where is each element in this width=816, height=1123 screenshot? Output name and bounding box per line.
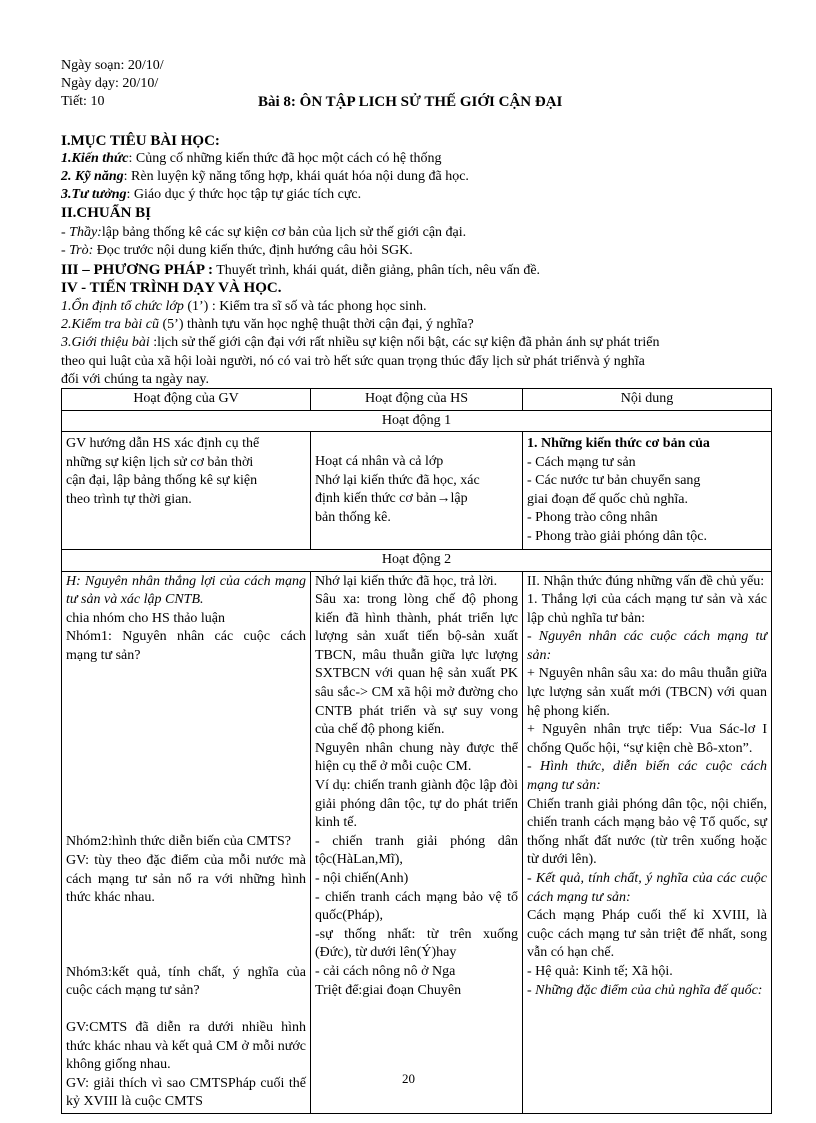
hd2-gv-item: Nhóm3:kết quả, tính chất, ý nghĩa của cuộc cách mạng tư sản? — [66, 964, 306, 999]
on-dinh-label: 1.Ổn định tổ chức lớp — [61, 299, 184, 314]
hd1-hs-cell — [311, 432, 523, 550]
header-gv: Hoạt động của GV — [62, 389, 311, 411]
hd1-hs-arrow-tail: lập — [450, 491, 468, 506]
hd2-gv-item: Nhóm2:hình thức diễn biến của CMTS? — [66, 834, 291, 850]
hd2-hs-item: Sâu xa: trong lòng chế độ phong kiến đã hình thành, phát triển lực lượng sản xuất tiến bộ-sản xuất TBCN, mâu thuẫn giữa lực lượng SXTBCN với quan hệ sản xuất PK sâu sắc-> CM xã hội mở đường cho CNTB phát triển và sự suy vong của chế độ phong kiến. — [315, 592, 518, 738]
hd2-hs-item: Nguyên nhân chung này được thể hiện cụ thể ở mỗi cuộc CM. — [315, 740, 518, 775]
hoat-dong-1-row — [62, 410, 772, 432]
hd1-gv-line: những sự kiện lịch sử cơ bản thời — [66, 454, 254, 470]
gioi-thieu-line — [61, 334, 660, 352]
thay-text: lập bảng thống kê các sự kiện cơ bản của lịch sử thế giới cận đại. — [101, 225, 467, 240]
header-noi-dung: Nội dung — [523, 389, 772, 411]
gioi-thieu-label: 3.Giới thiệu bài — [61, 335, 150, 350]
hd1-nd-line: - Các nước tư bản chuyển sang — [527, 473, 701, 488]
phuong-phap-line — [61, 261, 540, 280]
tro-label: Trò: — [69, 243, 94, 258]
hoat-dong-1-content-row — [62, 432, 772, 550]
thay-line: - Thầy:lập bảng thống kê các sự kiện cơ bản của lịch sử thế giới cận đại. — [61, 225, 467, 240]
hd1-gv-line: GV hướng dẫn HS xác định cụ thể — [66, 436, 260, 451]
hd2-hs-item: - cải cách nông nô ở Nga — [315, 963, 456, 979]
hd1-nd-line: - Cách mạng tư sản — [527, 454, 636, 470]
hd2-nd-item-italic: - Những đặc điểm của chủ nghĩa đế quốc: — [527, 982, 763, 998]
hd2-nd-item: + Nguyên nhân sâu xa: do mâu thuẫn giữa lực lượng sản xuất mới (TBCN) với quan hệ phong kiến. — [527, 666, 767, 719]
hd2-nd-cell — [523, 571, 772, 1114]
tu-tuong-label: 3.Tư tưởng — [61, 187, 127, 202]
ky-nang-text: : Rèn luyện kỹ năng tổng hợp, khái quát hóa nội dung đã học. — [123, 169, 469, 184]
hd2-gv-item: GV: giải thích vì sao CMTSPháp cuối thế kỷ XVIII là cuộc CMTS — [66, 1075, 306, 1110]
hd1-nd-line: giai đoạn đế quốc chủ nghĩa. — [527, 491, 688, 507]
hd2-hs-item: -sự thống nhất: từ trên xuống (Đức), từ dưới lên(Ý)hay — [315, 926, 518, 961]
hd2-nd-item: + Nguyên nhân trực tiếp: Vua Sác-lơ I chống Quốc hội, “sự kiện chè Bô-xton”. — [527, 722, 767, 756]
hd1-gv-cell — [62, 432, 311, 550]
hd1-hs-line: Nhớ lại kiến thức đã học, xác — [315, 472, 480, 488]
kiem-tra-text: (5’) thành tựu văn học nghệ thuật thời cận đại, ý nghĩa? — [159, 317, 474, 332]
hd2-gv-question: H: Nguyên nhân thắng lợi của cách mạng tư sản và xác lập CNTB. — [66, 573, 306, 608]
hd1-gv-line: theo trình tự thời gian. — [66, 491, 192, 507]
kien-thuc-line — [61, 150, 442, 168]
hd2-gv-item: Nhóm1: Nguyên nhân các cuộc cách mạng tư sản? — [66, 629, 306, 663]
kien-thuc-label: 1.Kiến thức — [61, 151, 129, 166]
hd1-hs-text: định kiến thức cơ bản — [315, 491, 437, 506]
lesson-title: Bài 8: ÔN TẬP LICH SỬ THẾ GIỚI CẬN ĐẠI — [258, 94, 563, 110]
hd1-nd-line: - Phong trào giải phóng dân tộc. — [527, 528, 708, 544]
hd1-nd-title: 1. Những kiến thức cơ bản của — [527, 436, 710, 451]
tro-text: Đọc trước nội dung kiến thức, định hướng câu hỏi SGK. — [96, 243, 413, 258]
section-4-heading: IV - TIẾN TRÌNH DẠY VÀ HỌC. — [61, 280, 282, 296]
kiem-tra-line — [61, 316, 474, 334]
hd2-gv-item: GV:CMTS đã diễn ra dưới nhiều hình thức khác nhau và kết quả CM ở mỗi nước không giống nhau. — [66, 1020, 306, 1073]
on-dinh-text: (1’) : Kiểm tra sĩ số và tác phong học sinh. — [183, 299, 427, 314]
hd2-gv-cell — [62, 571, 311, 1114]
gioi-thieu-text-3: đối với chúng ta ngày nay. — [61, 372, 210, 387]
hd2-hs-cell — [311, 571, 523, 1114]
hd2-hs-item: - nội chiến(Anh) — [315, 871, 409, 886]
hd2-nd-item: 1. Thắng lợi của cách mạng tư sản và xác lập chủ nghĩa tư bản: — [527, 592, 767, 626]
hoat-dong-2-label: Hoạt động 2 — [62, 550, 772, 572]
ngay-day: Ngày dạy: 20/10/ — [61, 76, 159, 91]
hd2-hs-item: - chiến tranh cách mạng bảo vệ tổ quốc(Pháp), — [315, 889, 518, 924]
hd2-hs-item: - chiến tranh giải phóng dân tộc(HàLan,Mĩ), — [315, 833, 518, 868]
section-3-heading: III – PHƯƠNG PHÁP : — [61, 262, 213, 278]
hd2-nd-item-italic: - Kết quả, tính chất, ý nghĩa của các cuộc cách mạng tư sản: — [527, 871, 767, 905]
hd1-hs-line: bản thống kê. — [315, 509, 391, 525]
hoat-dong-1-label: Hoạt động 1 — [62, 410, 772, 432]
gioi-thieu-text-1: :lịch sử thế giới cận đại với rất nhiều sự kiện nổi bật, các sự kiện đã phản ánh sự phát triển — [149, 335, 660, 350]
tu-tuong-text: : Giáo dục ý thức học tập tự giác tích cực. — [126, 187, 362, 202]
hoat-dong-2-row — [62, 550, 772, 572]
hd2-hs-item: Triệt để:giai đoạn Chuyên — [315, 982, 462, 998]
thay-label: Thầy: — [69, 225, 102, 240]
arrow-right-icon: → — [436, 491, 451, 506]
page-number: 20 — [402, 1071, 415, 1086]
section-1-heading: I.MỤC TIÊU BÀI HỌC: — [61, 133, 220, 149]
header-hs: Hoạt động của HS — [311, 389, 523, 411]
lesson-table — [61, 388, 772, 1114]
hd1-hs-line: Hoạt cá nhân và cả lớp — [315, 454, 444, 469]
hd2-gv-item: GV: tùy theo đặc điểm của mỗi nước mà cách mạng tư sản nổ ra với những hình thức khác nhau. — [66, 853, 306, 906]
hd2-nd-item-italic: - Nguyên nhân các cuộc cách mạng tư sản: — [527, 629, 767, 663]
hd2-nd-item: - Hệ quả: Kinh tế; Xã hội. — [527, 963, 673, 979]
tiet: Tiết: 10 — [61, 94, 105, 109]
table-header-row — [62, 389, 772, 411]
kiem-tra-label: 2.Kiểm tra bài cũ — [61, 317, 159, 332]
kien-thuc-text: : Củng cố những kiến thức đã học một cách có hệ thống — [128, 151, 442, 166]
tro-line: - Trò: Đọc trước nội dung kiến thức, định hướng câu hỏi SGK. — [61, 243, 413, 258]
section-2-heading: II.CHUẨN BỊ — [61, 205, 152, 221]
ky-nang-label: 2. Kỹ năng — [61, 169, 124, 184]
hd2-gv-item: chia nhóm cho HS thảo luận — [66, 610, 226, 626]
on-dinh-line — [61, 298, 426, 316]
hd2-nd-item: Chiến tranh giải phóng dân tộc, nội chiến, chiến tranh cách mạng bảo vệ Tổ quốc, sự thống nhất đất nước (từ trên xuống hoặc từ dưới lên). — [527, 796, 767, 868]
hoat-dong-2-content-row — [62, 571, 772, 1114]
phuong-phap-text: Thuyết trình, khái quát, diễn giảng, phân tích, nêu vấn đề. — [212, 263, 541, 278]
hd1-nd-cell — [523, 432, 772, 550]
hd2-nd-item: Cách mạng Pháp cuối thế kỉ XVIII, là cuộc cách mạng tư sản triệt để nhất, song vẫn có hạn chế. — [527, 908, 767, 961]
hd2-nd-item: II. Nhận thức đúng những vấn đề chủ yếu: — [527, 573, 765, 589]
hd1-nd-line: - Phong trào công nhân — [527, 510, 658, 525]
gioi-thieu-text-2: theo qui luật của xã hội loài người, nó có vai trò hết sức quan trọng thúc đẩy lịch sử phát triểnvà ý nghĩa — [61, 354, 645, 369]
ky-nang-line — [61, 168, 469, 186]
hd1-gv-line: cận đại, lập bảng thống kê sự kiện — [66, 473, 258, 488]
ngay-soan: Ngày soạn: 20/10/ — [61, 58, 164, 73]
hd2-nd-item-italic: - Hình thức, diễn biến các cuộc cách mạng tư sản: — [527, 759, 767, 794]
tu-tuong-line — [61, 186, 361, 204]
hd2-hs-item: Nhớ lại kiến thức đã học, trả lời. — [315, 573, 498, 589]
hd2-hs-item: Ví dụ: chiến tranh giành độc lập đòi giải phóng dân tộc, tự do phát triển kinh tế. — [315, 778, 518, 831]
hd1-hs-line-arrow — [315, 490, 518, 509]
